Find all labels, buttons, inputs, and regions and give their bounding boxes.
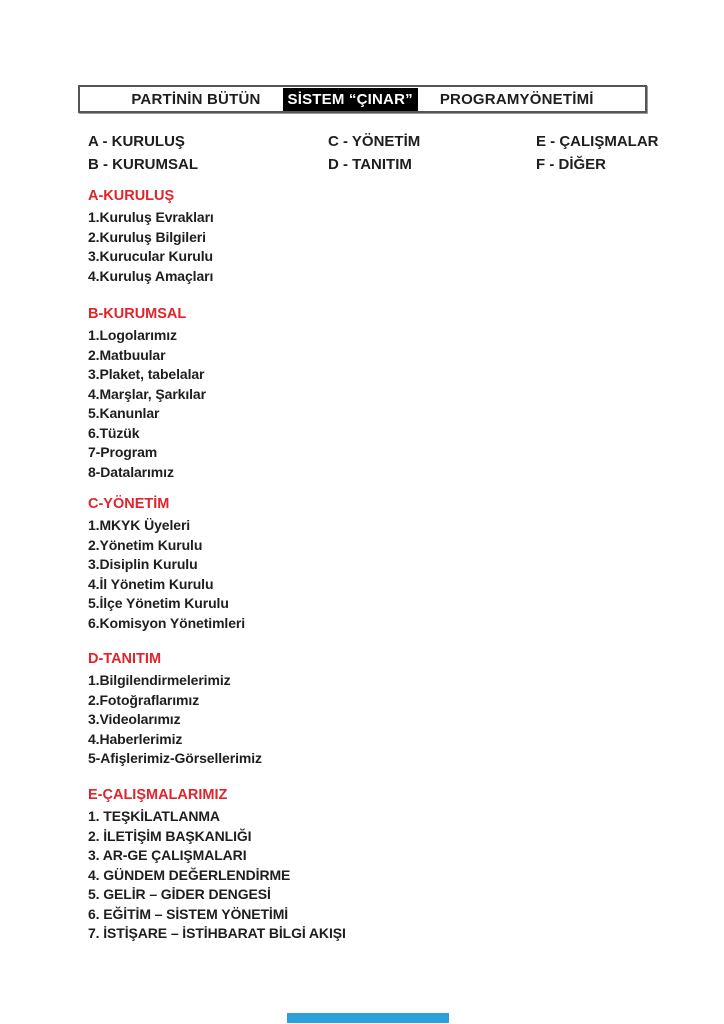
title-bar: [78, 85, 647, 113]
list-item: 3.Plaket, tabelalar: [88, 366, 205, 382]
list-item: 1.Logolarımız: [88, 327, 177, 343]
list-item: 2.Matbuular: [88, 346, 166, 363]
list-item: 4.Kuruluş Amaçları: [88, 267, 214, 284]
list-item: 3. AR-GE ÇALIŞMALARI: [88, 847, 247, 863]
list-item: 5.Kanunlar: [88, 405, 160, 421]
index-item-b: B - KURUMSAL: [88, 156, 198, 173]
list-item: 7-Program: [88, 444, 158, 460]
section-d-tanitim: [88, 649, 262, 769]
title-text-1: PARTİNİN BÜTÜN: [131, 90, 261, 108]
list-item: 3.Videolarımız: [88, 711, 181, 727]
list-item: 5-Afişlerimiz-Görsellerimiz: [88, 750, 262, 766]
index-column-1: [88, 130, 198, 176]
list-item: 2.Fotoğraflarımız: [88, 691, 200, 708]
list-item: 4.Haberlerimiz: [88, 730, 183, 747]
list-item: 5.İlçe Yönetim Kurulu: [88, 595, 229, 611]
list-item: 2.Yönetim Kurulu: [88, 536, 203, 553]
list-item: 2. İLETİŞİM BAŞKANLIĞI: [88, 827, 252, 844]
section-c-y-neti-m: [88, 494, 245, 633]
list-item: 4.İl Yönetim Kurulu: [88, 575, 214, 592]
list-item: 2.Kuruluş Bilgileri: [88, 228, 206, 245]
list-item: 5. GELİR – GİDER DENGESİ: [88, 886, 271, 902]
list-item: 7. İSTİŞARE – İSTİHBARAT BİLGİ AKIŞI: [88, 925, 346, 941]
section-heading: E-ÇALIŞMALARIMIZ: [88, 787, 228, 803]
index-item-d: D - TANITIM: [328, 156, 412, 173]
title-highlight: SİSTEM “ÇINAR”: [283, 88, 418, 111]
list-item: 6.Komisyon Yönetimleri: [88, 614, 246, 631]
list-item: 4. GÜNDEM DEĞERLENDİRME: [88, 866, 291, 883]
list-item: 1.Kuruluş Evrakları: [88, 209, 214, 225]
list-item: 1. TEŞKİLATLANMA: [88, 808, 220, 824]
loading-bar: [287, 1013, 449, 1023]
list-item: 3.Disiplin Kurulu: [88, 556, 198, 572]
index-column-3: [536, 130, 659, 176]
list-item: 8-Datalarımız: [88, 463, 174, 480]
section-heading: C-YÖNETİM: [88, 496, 170, 512]
section-e-ali-malarimiz: [88, 785, 346, 944]
index-item-e: E - ÇALIŞMALAR: [536, 133, 659, 150]
list-item: 4.Marşlar, Şarkılar: [88, 385, 206, 402]
section-heading: A-KURULUŞ: [88, 188, 175, 204]
section-heading: B-KURUMSAL: [88, 306, 187, 322]
index-item-f: F - DİĞER: [536, 156, 606, 173]
list-item: 3.Kurucular Kurulu: [88, 248, 213, 264]
index-item-c: C - YÖNETİM: [328, 133, 421, 150]
list-item: 1.MKYK Üyeleri: [88, 517, 191, 533]
section-b-kurumsal: [88, 304, 206, 482]
list-item: 1.Bilgilendirmelerimiz: [88, 672, 231, 688]
list-item: 6.Tüzük: [88, 424, 140, 441]
section-a-kurulu: [88, 186, 214, 286]
index-column-2: [328, 130, 420, 176]
title-text-3: PROGRAMYÖNETİMİ: [439, 90, 594, 108]
list-item: 6. EĞİTİM – SİSTEM YÖNETİMİ: [88, 905, 289, 922]
section-heading: D-TANITIM: [88, 651, 162, 667]
index-item-a: A - KURULUŞ: [88, 133, 185, 150]
